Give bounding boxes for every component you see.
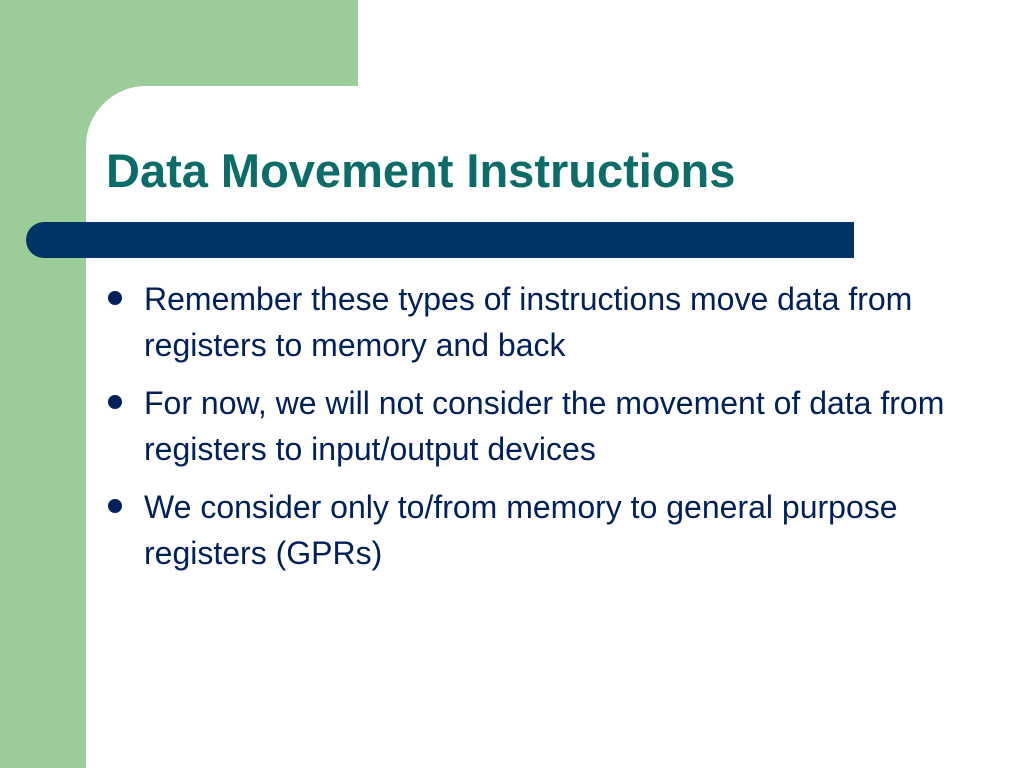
title-underline-bar	[26, 222, 854, 258]
bullet-text: Remember these types of instructions move data from registers to memory and back	[144, 281, 913, 363]
bullet-text: We consider only to/from memory to general purpose registers (GPRs)	[144, 489, 898, 571]
accent-left-band	[0, 0, 86, 768]
slide-title: Data Movement Instructions	[106, 144, 736, 197]
bullet-item	[108, 380, 948, 472]
bullet-item	[108, 276, 948, 368]
bullet-dot-icon	[108, 291, 122, 305]
bullet-list	[108, 276, 948, 588]
accent-top-band	[0, 0, 358, 86]
bullet-dot-icon	[108, 499, 122, 513]
bullet-dot-icon	[108, 395, 122, 409]
bullet-text: For now, we will not consider the movement of data from registers to input/output devices	[144, 385, 945, 467]
bullet-item	[108, 484, 948, 576]
